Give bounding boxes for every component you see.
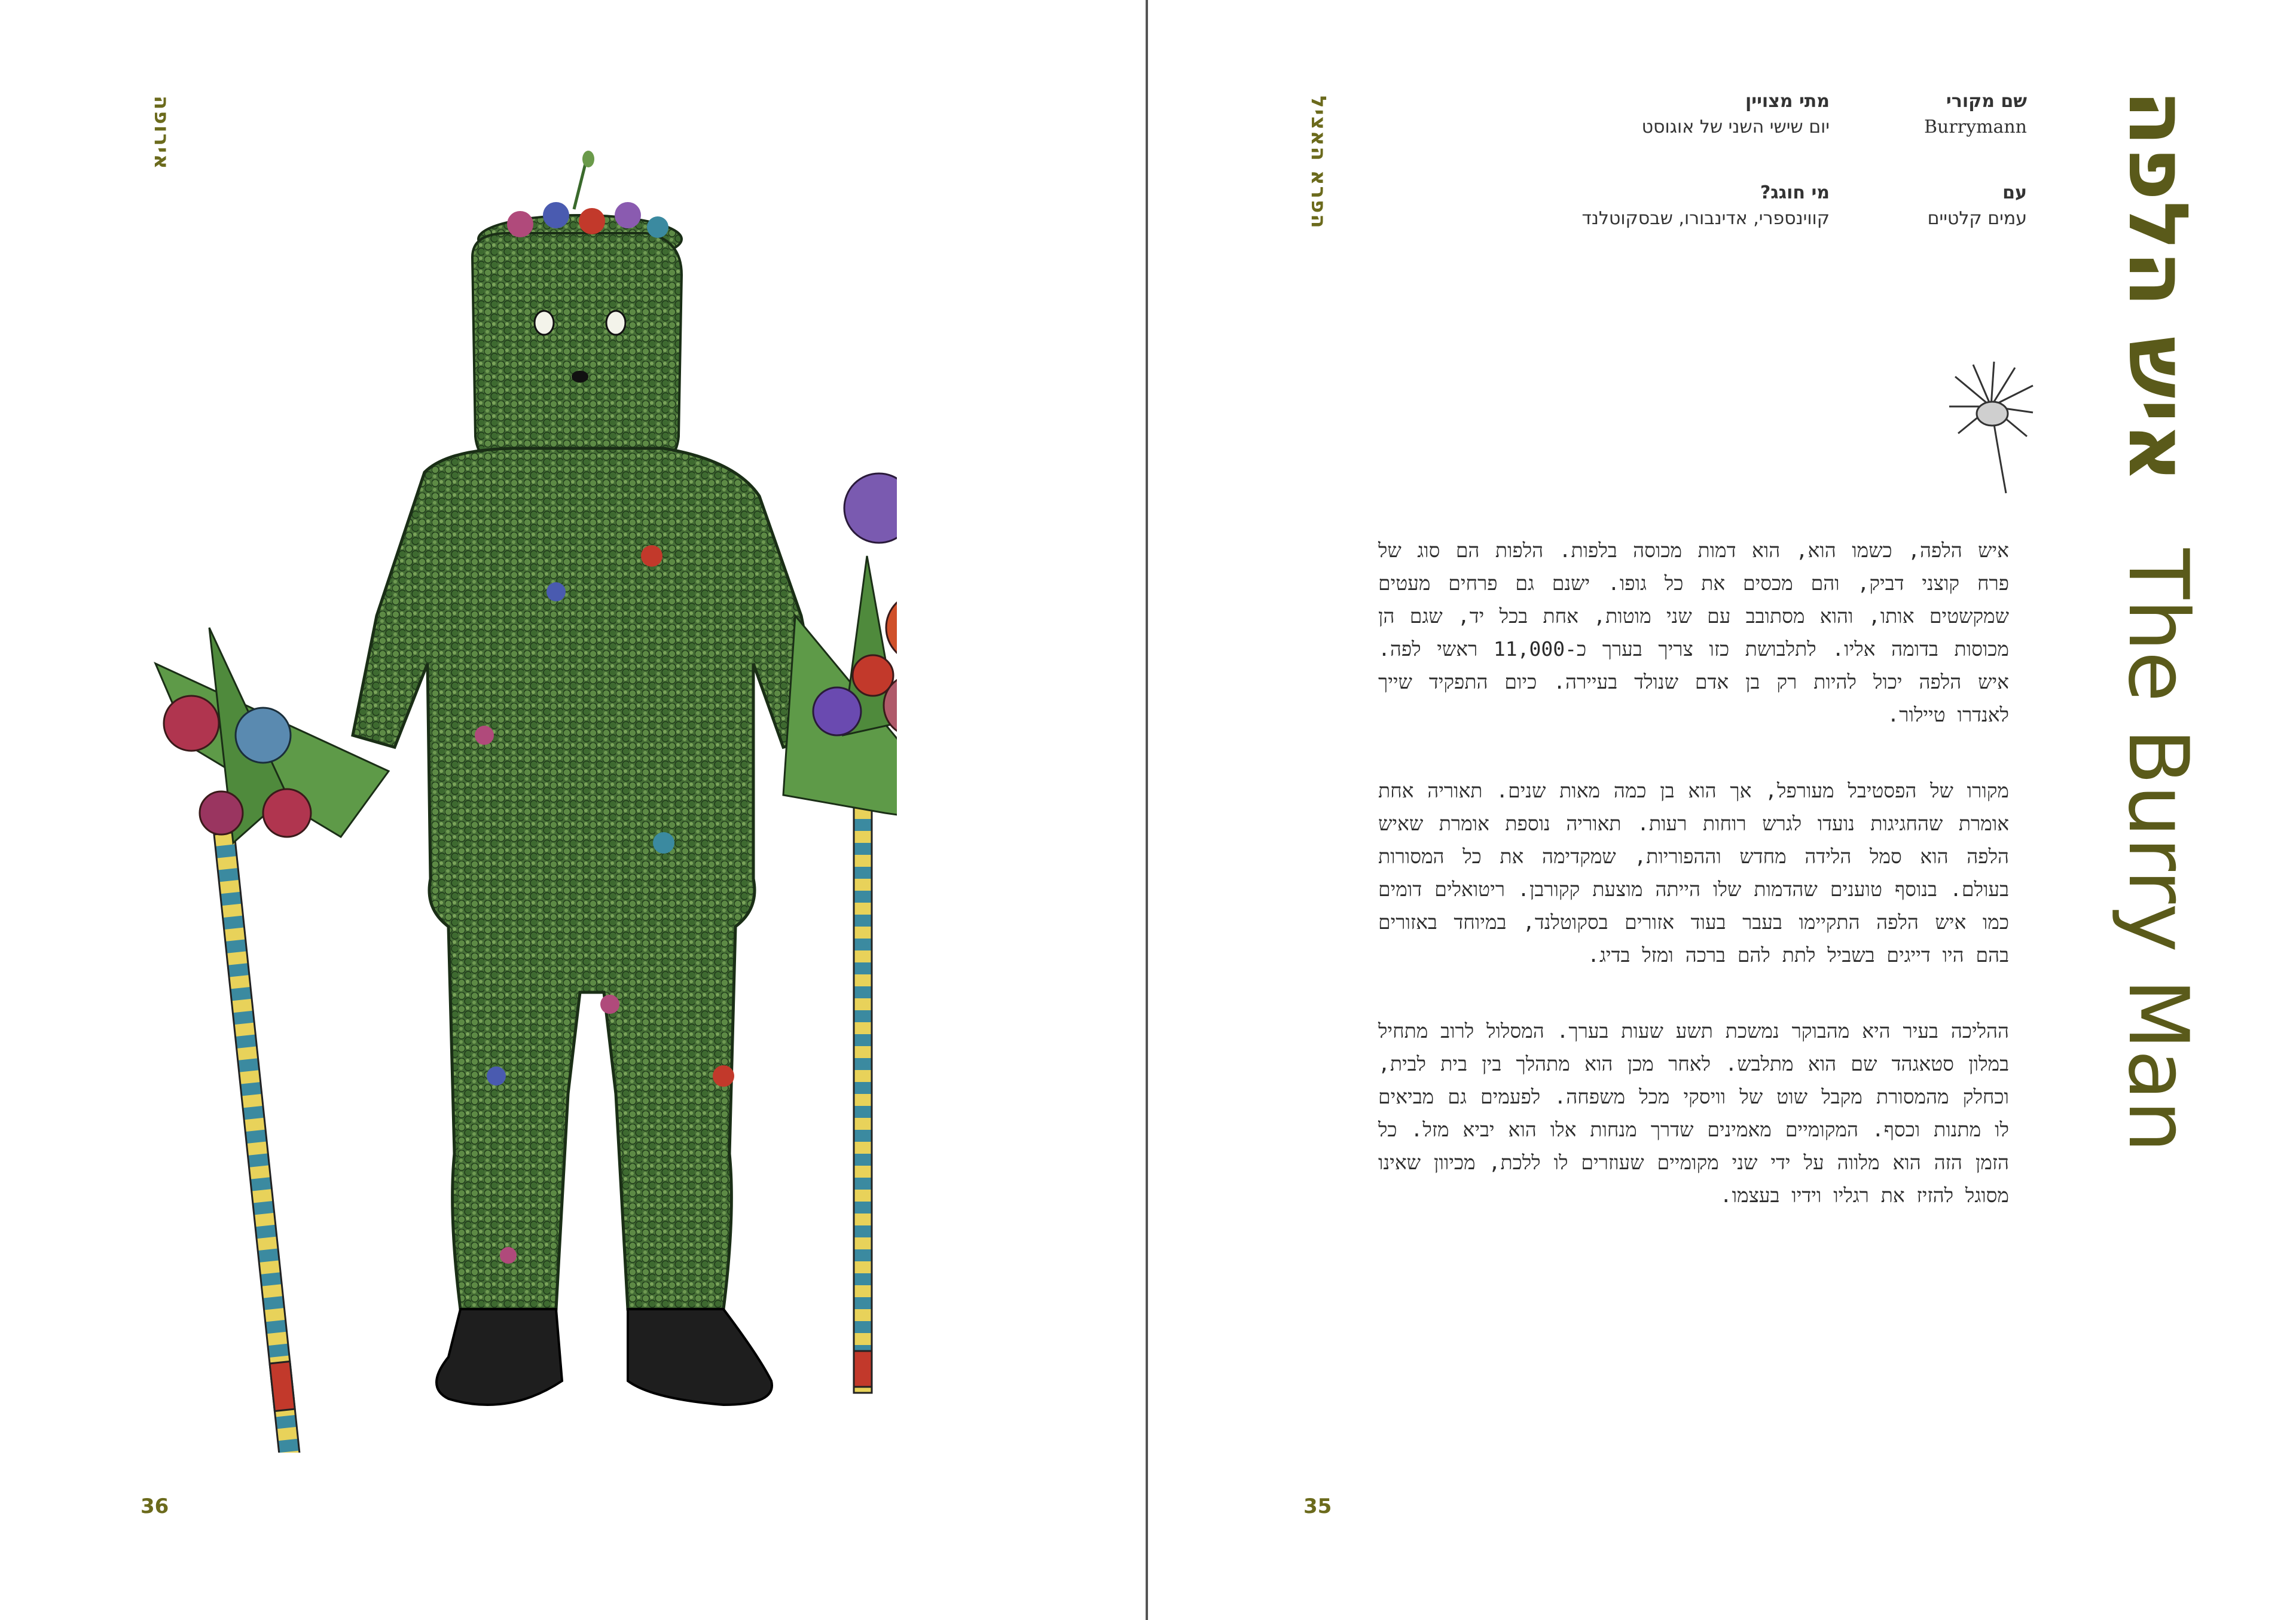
meta-people-value: עמים קלטיים — [1927, 208, 2027, 229]
left-page — [0, 0, 1147, 1620]
title-hebrew: איש הלפה — [2110, 90, 2206, 483]
burr-suit — [353, 215, 825, 1309]
page-number-right: 35 — [1303, 1494, 1332, 1518]
meta-who — [1519, 182, 1830, 229]
meta-original-name-label: שם מקורי — [1946, 91, 2027, 112]
burr-thistle-icon — [1943, 359, 2039, 496]
page-number-left: 36 — [141, 1494, 169, 1518]
paragraph: איש הלפה, כשמו הוא, הוא דמות מכוסה בלפות. הלפות הם סוג של פרח קוצני דביק, והם מכסים את כל גופו. ישנם גם פרחים מעטים שמקשטים אותו, והוא מסתובב עם שני מוטות, אחת בכל יד, שגם הן מכוסות בדומה אליו. לתלבושת כזו צריך בערך כ-11,000 ראשי לפה. איש הלפה יכול להיות רק בן אדם שנולד בעיירה. כיום התפקיד שייך לאנדרו טיילור. — [1378, 539, 2009, 726]
title-english: The Burry Man — [2110, 548, 2206, 1153]
paragraph: מקורו של הפסטיבל מעורפל, אך הוא בן כמה מאות שנים. תאוריה אחת אומרת שהחגיגות נועדו לגרש רוחות רעות. תאוריה נוספת אומרת שאיש הלפה הוא סמל הלידה מחדש וההפוריות, שמקדימה את כל המסורות בעולם. בנוסף טוענים שהדמות שלו הייתה מוצעת קקורבן. ריטואלים דומים כמו איש הלפה התקיימו בעבר בעוד אזורים בסקוטלנד, במיוחד באזורים בהם היו דייגים בשביל לתת להם ברכה ומזל בדיג. — [1378, 779, 2009, 967]
paragraph: ההליכה בעיר היא מהבוקר נמשכת תשע שעות בערך. המסלול לרוב מתחיל במלון סטאגהד שם הוא מתלבש. לאחר מכן הוא מתהלך בין בית לבית, וכחלק מהמסורת מקבל שוט של וויסקי מכל משפחה. לפעמים גם מביאים לו מתנות וכסף. המקומיים מאמינים שדרך מנחות אלו הוא יביא מזל. כל הזמן הזה הוא מלווה על ידי שני מקומיים שעוזרים לו ללכת, מכיוון שאינו מסוגל להזיז את רגליו וידיו בעצמו. — [1378, 1019, 2009, 1207]
right-boot — [628, 1309, 772, 1405]
right-staff — [854, 765, 872, 1393]
meta-who-label: מי חוגג? — [1760, 182, 1830, 203]
meta-people-label: עם — [2002, 182, 2027, 203]
section-label-noble-savage: הפרא האציל — [1306, 96, 1330, 230]
meta-when — [1519, 91, 1830, 137]
left-staff — [214, 832, 303, 1453]
meta-original-name-value: Burrymann — [1924, 117, 2027, 137]
left-boot — [436, 1309, 562, 1405]
burry-man-illustration — [90, 137, 897, 1453]
meta-who-value: קווינספרי, אדינבורו, שבסקוטלנד — [1581, 208, 1830, 229]
right-bouquet — [783, 473, 897, 825]
meta-when-label: מתי מצויין — [1745, 91, 1830, 112]
meta-when-value: יום שישי השני של אוגוסט — [1641, 117, 1830, 137]
page-title — [2110, 90, 2206, 1153]
article-body — [1378, 534, 2009, 1255]
section-label-europe: אירופה — [149, 96, 173, 170]
